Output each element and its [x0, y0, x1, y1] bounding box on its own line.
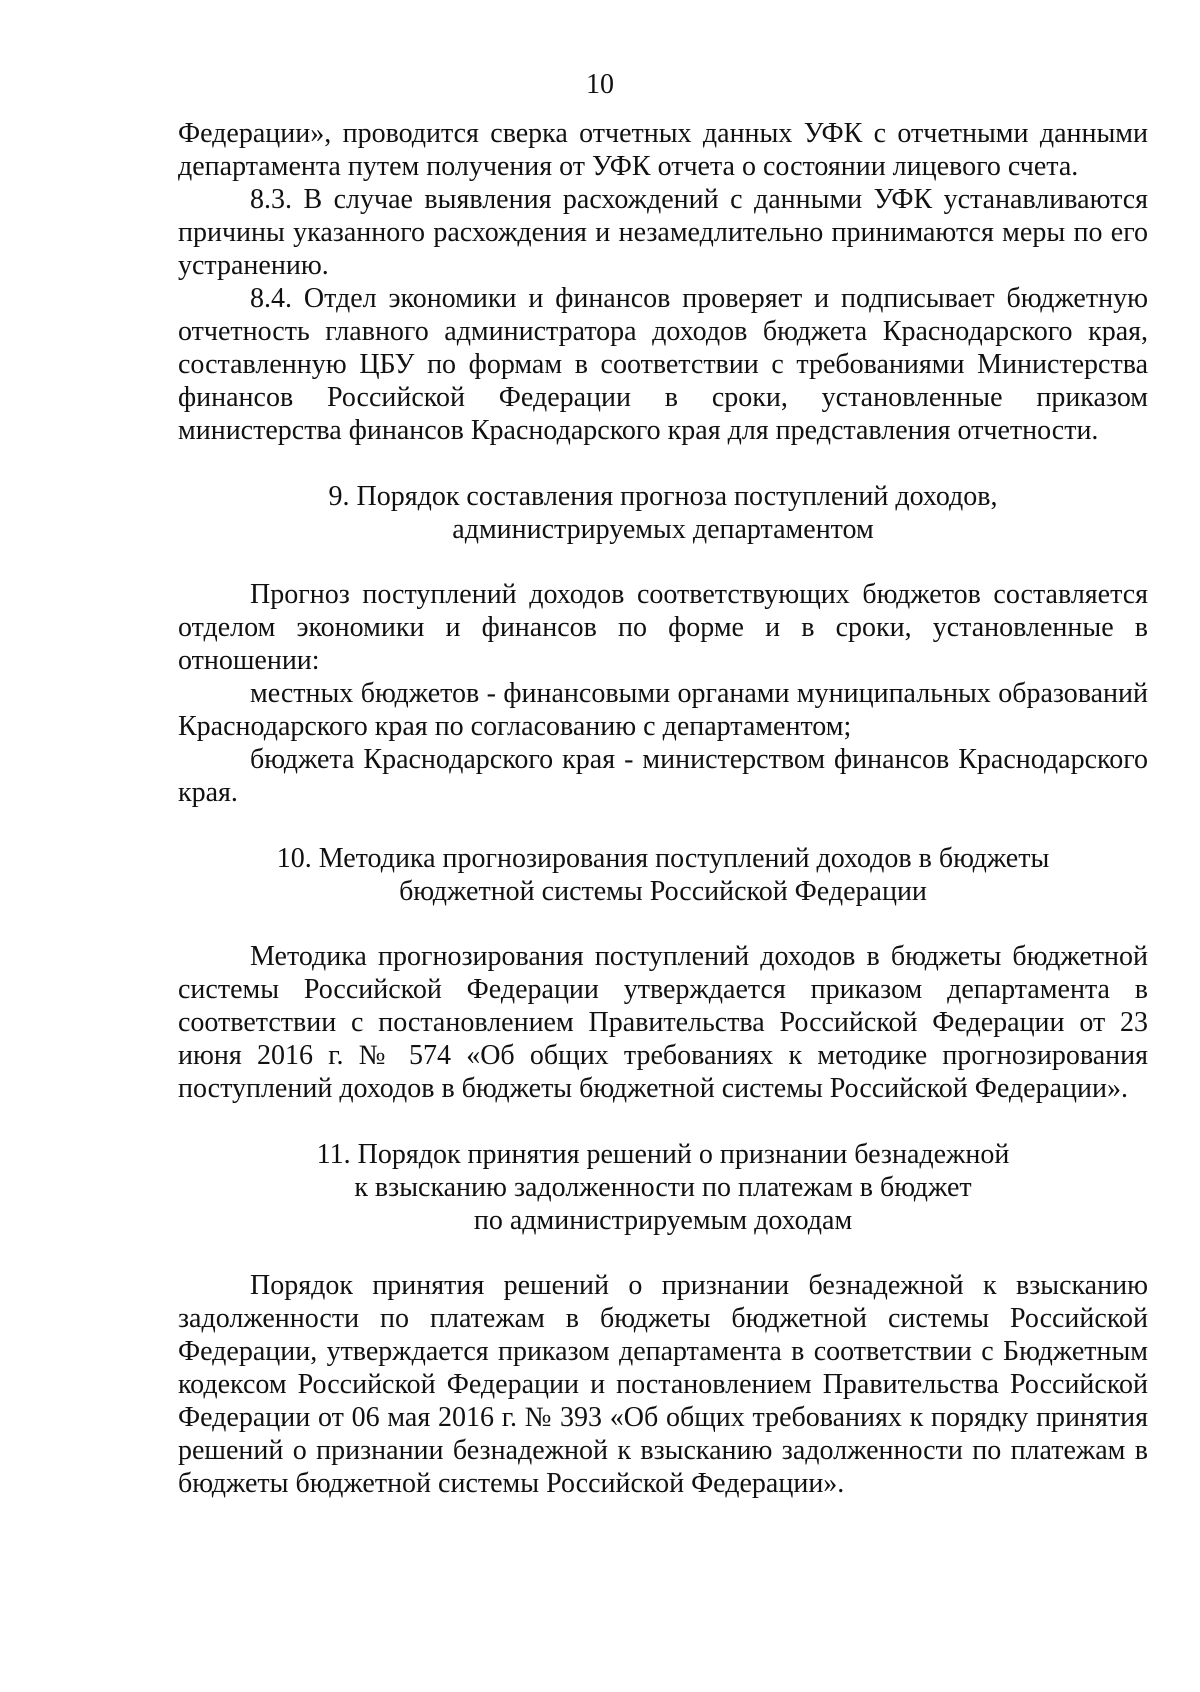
- document-body: [178, 117, 1148, 1500]
- spacer: [178, 546, 1148, 578]
- paragraph-9-1: Прогноз поступлений доходов соответствующих бюджетов составляется отделом экономики и финансов по форме и в сроки, установленные в отношении:: [178, 579, 1148, 676]
- spacer: [178, 447, 1148, 480]
- heading-line: 9. Порядок составления прогноза поступлений доходов,: [328, 481, 998, 512]
- heading-line: администрируемых департаментом: [452, 514, 874, 545]
- heading-line: по администрируемым доходам: [473, 1205, 853, 1236]
- spacer: [178, 1105, 1148, 1138]
- paragraph-8-3: 8.3. В случае выявления расхождений с данными УФК устанавливаются причины указанного расхождения и незамедлительно принимаются меры по его устранению.: [178, 184, 1148, 281]
- paragraph-9-2: местных бюджетов - финансовыми органами муниципальных образований Краснодарского края по согласованию с департаментом;: [178, 678, 1148, 742]
- paragraph-continuation: Федерации», проводится сверка отчетных данных УФК с отчетными данными департамента путем получения от УФК отчета о состоянии лицевого счета.: [178, 118, 1148, 182]
- paragraph-8-4: 8.4. Отдел экономики и финансов проверяет и подписывает бюджетную отчетность главного администратора доходов бюджета Краснодарского края, составленную ЦБУ по формам в соответствии с требованиями Министерства финансов Российской Федерации в сроки, установленные приказом министерства финансов Краснодарского края для представления отчетности.: [178, 283, 1148, 446]
- heading-line: 11. Порядок принятия решений о признании безнадежной: [316, 1139, 1010, 1170]
- section-heading-9: [178, 480, 1148, 546]
- paragraph-10-1: Методика прогнозирования поступлений доходов в бюджеты бюджетной системы Российской Федерации утверждается приказом департамента в соответствии с постановлением Правительства Российской Федерации от 23 июня 2016 г. № 574 «Об общих требованиях к методике прогнозирования поступлений доходов в бюджеты бюджетной системы Российской Федерации».: [178, 941, 1148, 1104]
- spacer: [178, 908, 1148, 940]
- paragraph-9-3: бюджета Краснодарского края - министерством финансов Краснодарского края.: [178, 744, 1148, 808]
- section-heading-11: [178, 1138, 1148, 1237]
- spacer: [178, 1237, 1148, 1269]
- heading-line: к взысканию задолженности по платежам в бюджет: [354, 1172, 972, 1203]
- heading-line: 10. Методика прогнозирования поступлений доходов в бюджеты: [276, 843, 1050, 874]
- heading-line: бюджетной системы Российской Федерации: [399, 876, 927, 907]
- paragraph-11-1: Порядок принятия решений о признании безнадежной к взысканию задолженности по платежам в бюджеты бюджетной системы Российской Федерации, утверждается приказом департамента в соответствии с Бюджетным кодексом Российской Федерации и постановлением Правительства Российской Федерации от 06 мая 2016 г. № 393 «Об общих требованиях к порядку принятия решений о признании безнадежной к взысканию задолженности по платежам в бюджеты бюджетной системы Российской Федерации».: [178, 1270, 1148, 1499]
- page-number: 10: [586, 69, 614, 100]
- section-heading-10: [178, 842, 1148, 908]
- spacer: [178, 809, 1148, 842]
